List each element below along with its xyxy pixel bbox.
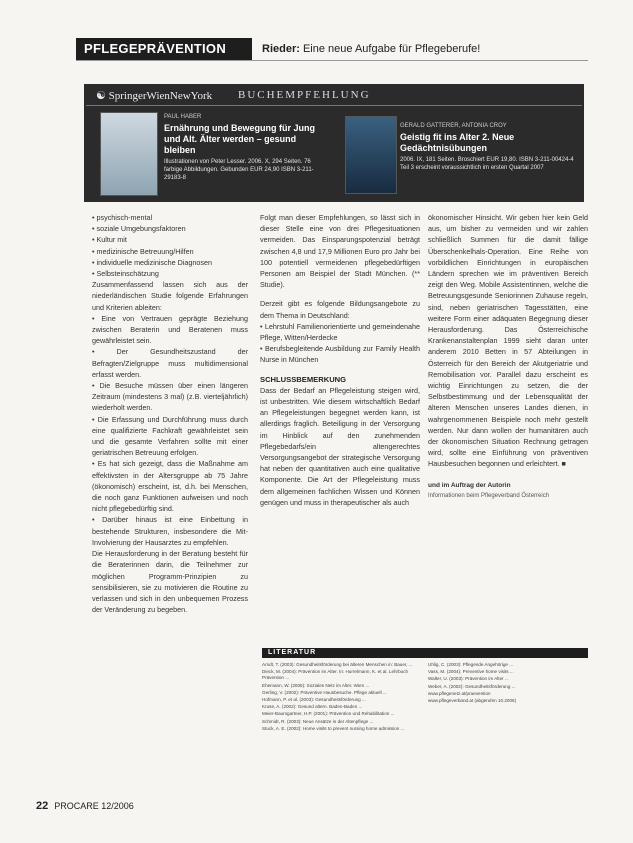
publisher-logo: ☯ SpringerWienNewYork bbox=[96, 90, 213, 102]
page-footer bbox=[36, 800, 134, 812]
reference-item: Kruse, A. (2002): Gesund altern. Baden-Baden ... bbox=[262, 704, 363, 710]
list-item: • Es hat sich gezeigt, dass die Maßnahme am effektivsten in der Altersgruppe ab 75 Jahre (ökonomisch) erscheint, ist, d.h. bei Menschen, die noch ganz Funktionen aufweisen und noch nicht pflegebedürftig sind. bbox=[92, 459, 248, 514]
reference-item: Arndt, T. (2003): Gesundheitsförderung bei älteren Menschen in: Bauer, ... bbox=[262, 662, 413, 667]
reference-item: Walter, U. (2003): Prävention im Alter ... bbox=[428, 676, 509, 682]
book-2-info bbox=[400, 122, 576, 172]
paragraph: Die Herausforderung in der Beratung besteht für die Beraterinnen darin, die Teilnehmer zur möglichen Programm-Prinzipien zu sensibilisieren, sie zu motivieren die Routine zu verlassen und sich in den unbequemen Prozess der Veränderung zu begeben. bbox=[92, 549, 248, 615]
list-item: • Die Besuche müssen über einen längeren Zeitraum (mindestens 3 mal) (z.B. vierteljährlich) wiederholt werden. bbox=[92, 381, 248, 413]
reference-item: Hofmann, P. et al. (2003): Gesundheitsförderung ... bbox=[262, 697, 366, 703]
reference-item: Stuck, A. E. (2002): Home visits to prevent nursing home admission ... bbox=[262, 725, 405, 731]
list-item: • Berufsbegleitende Ausbildung zur Family Health Nurse in München bbox=[260, 344, 420, 365]
list-item: • Der Gesundheitszustand der Befragten/Zielgruppe muss multidimensional erfasst werden. bbox=[92, 347, 248, 379]
list-item: • individuelle medizinische Diagnosen bbox=[92, 257, 212, 267]
bullet-list bbox=[260, 321, 420, 366]
book-1-author: PAUL HABER bbox=[164, 114, 202, 120]
list-item: • Darüber hinaus ist eine Einbettung in bestehende Strukturen, insbesondere die Mit-Involvierung der Hausarztes zu empfehlen. bbox=[92, 515, 248, 547]
book-cover-1 bbox=[100, 112, 158, 196]
column-3 bbox=[428, 212, 588, 632]
literature-heading: LITERATUR bbox=[262, 648, 588, 658]
book-1-info bbox=[164, 113, 324, 182]
book-1-title: Ernährung und Bewegung für Jung und Alt. Älter werden – gesund bleiben bbox=[164, 123, 315, 155]
list-item: • Selbsteinschätzung bbox=[92, 269, 159, 279]
ad-divider bbox=[86, 105, 582, 106]
article-title: Eine neue Aufgabe für Pflegeberufe! bbox=[302, 43, 481, 55]
header-rule bbox=[76, 60, 588, 61]
author-name: Rieder: bbox=[262, 43, 300, 55]
section-heading: SCHLUSSBEMERKUNG bbox=[260, 374, 347, 384]
reference-item: Meier-Baumgartner, H.P. (2001): Prävention und Rehabilitation ... bbox=[262, 711, 395, 717]
list-item: • Lehrstuhl Familienorientierte und gemeindenahe Pflege, Witten/Herdecke bbox=[260, 321, 420, 343]
reference-item: Dieck, M. (2004): Prävention im Alter. In: Hurrelmann, K. et al. Lehrbuch Prävention ... bbox=[262, 669, 409, 681]
list-item: • medizinische Betreuung/Hilfen bbox=[92, 246, 194, 256]
list-item: • Die Erfassung und Durchführung muss durch eine qualifizierte Fachkraft gewährleistet sein und die gesamte Verfahren sollte mit einer geriatrischen Betreuung erfolgen. bbox=[92, 414, 248, 458]
list-item: • soziale Umgebungsfaktoren bbox=[92, 224, 186, 234]
list-item: • Eine von Vertrauen geprägte Beziehung zwischen Beraterin und Beratenen muss gewährleistet sein. bbox=[92, 313, 248, 346]
page-number: 22 bbox=[36, 800, 49, 812]
bullet-list-1 bbox=[92, 212, 248, 279]
literature-list-right bbox=[428, 662, 588, 792]
paragraph: Derzeit gibt es folgende Bildungsangebote zu dem Thema in Deutschland: bbox=[260, 299, 420, 320]
paragraph: Zusammenfassend lassen sich aus der niederländischen Studie folgende Erfahrungen und Kriterien ableiten: bbox=[92, 280, 248, 312]
list-item: • Kultur mit bbox=[92, 235, 127, 245]
author-signature: und im Auftrag der Autorin bbox=[428, 481, 511, 489]
journal-issue: PROCARE 12/2006 bbox=[54, 801, 134, 811]
reference-item: Weber, A. (2002): Gesundheitsförderung ... bbox=[428, 683, 516, 689]
paragraph: Folgt man dieser Empfehlungen, so lässt sich in dieser Stelle eine von drei Pflegesituationen vermeiden. Das Einsparungspotenzial beträgt zwischen 4,8 und 17,9 Millionen Euro pro Jahr bei 100 potentiell vermeidenen pflegebedürftigen Personen am Beispiel der Stadt München. (** Studie). bbox=[260, 213, 420, 290]
paragraph: Dass der Bedarf an Pflegeleistung steigen wird, ist unbestritten. Wie diesem wirtschaftlich Bedarf an Pflegeleistungen begegnet werden kann, ist allerdings fraglich. Beteiligung in der Versorgung im Hinblick auf den zunehmenden Pflegebedarfs/ein altengerechtes Versorgungsangebot der strategische Versorgung hat neben der quantitativen auch eine qualitative Komponente. Die Art der Pflegeleistung muss dem allgemeinen fachlichen Wissen und Können genügen und muss in therapeutischer als auch bbox=[260, 385, 420, 507]
reference-item: Vass, M. (2004): Preventive home visits ... bbox=[428, 669, 514, 675]
list-item: • psychisch-mental bbox=[92, 213, 153, 222]
ad-tagline: BUCHEMPFEHLUNG bbox=[238, 89, 371, 101]
column-2 bbox=[260, 212, 420, 632]
author-info: Informationen beim Pflegeverband Österreich bbox=[428, 492, 550, 499]
book-2-title: Geistig fit ins Alter 2. Neue Gedächtnisübungen bbox=[400, 132, 515, 153]
section-label: PFLEGEPRÄVENTION bbox=[76, 38, 252, 60]
literature-list-left bbox=[262, 662, 420, 792]
reference-item: Gerling, V. (2002): Präventive Hausbesuche. Pflege aktuell ... bbox=[262, 689, 387, 695]
book-2-details: 2006. IX, 181 Seiten. Broschiert EUR 19,80. ISBN 3-211-00424-4 Teil 3 erscheint voraussichtlich im ersten Quartal 2007 bbox=[400, 157, 574, 171]
bullet-list-2 bbox=[92, 313, 248, 548]
article-header bbox=[262, 38, 480, 60]
book-1-details: Illustrationen von Peter Lesser. 2006. X, 294 Seiten. 76 farbige Abbildungen. Gebunden EUR 24,90 ISBN 3-211-29183-8 bbox=[164, 159, 314, 181]
book-2-author: GERALD GATTERER, ANTONIA CROY bbox=[400, 123, 507, 129]
column-1 bbox=[92, 212, 248, 792]
reference-item: Schmidt, R. (2003): Neue Ansätze in der Altenpflege ... bbox=[262, 718, 374, 724]
book-cover-2 bbox=[345, 116, 397, 194]
paragraph: ökonomischer Hinsicht. Wir geben hier kein Geld aus, um bisher zu vermeiden und wir zahlen schließlich Summen für die damit fällige Überschenkelhals-Operation. Eine Reihe von vorbildlichen Einrichtungen in europäischen Ländern sprechen wie im präventiven Bereich zeigt den Weg. Mobile Assistentinnen, welche die Betreuungsgesunde Seniorinnen Zuhause regeln, sind, neben geriatrischen Tagesstätten, eine weitere Form einer adäquaten Begegnung dieser Herausforderung. Das Österreichische Krankenanstaltenplan 1999 sieht daran unter anderem 2010 Betten in 57 Abteilungen in Österreich für den Bereich der Akutgeriatrie und Remobilisation vor. Parallel dazu erscheint es wichtig Einrichtungen zu setzen, die der Selbstbestimmung und der Lebensqualität der älteren Menschen unseres Landes dienen, in wahrgenommenen Beispiele noch mehr gestellt werden. Nur dann wollen der humanitären auch der ökonomischen Situation Rechnung getragen wird, sollte eine Einführung von präventiven Hausbesuchen begonnen und erleichtert. ■ bbox=[428, 213, 588, 469]
reference-item: Ehemann, W. (2005): Soziales Netz im Alter. Wien ... bbox=[262, 682, 370, 688]
reference-item: www.pflegenetz.at/praevention bbox=[428, 690, 491, 696]
reference-item: Uhlig, C. (2003): Pflegende Angehörige ... bbox=[428, 662, 514, 667]
reference-item: www.pflegeverband.at (abgerufen 10.2006) bbox=[428, 698, 517, 704]
